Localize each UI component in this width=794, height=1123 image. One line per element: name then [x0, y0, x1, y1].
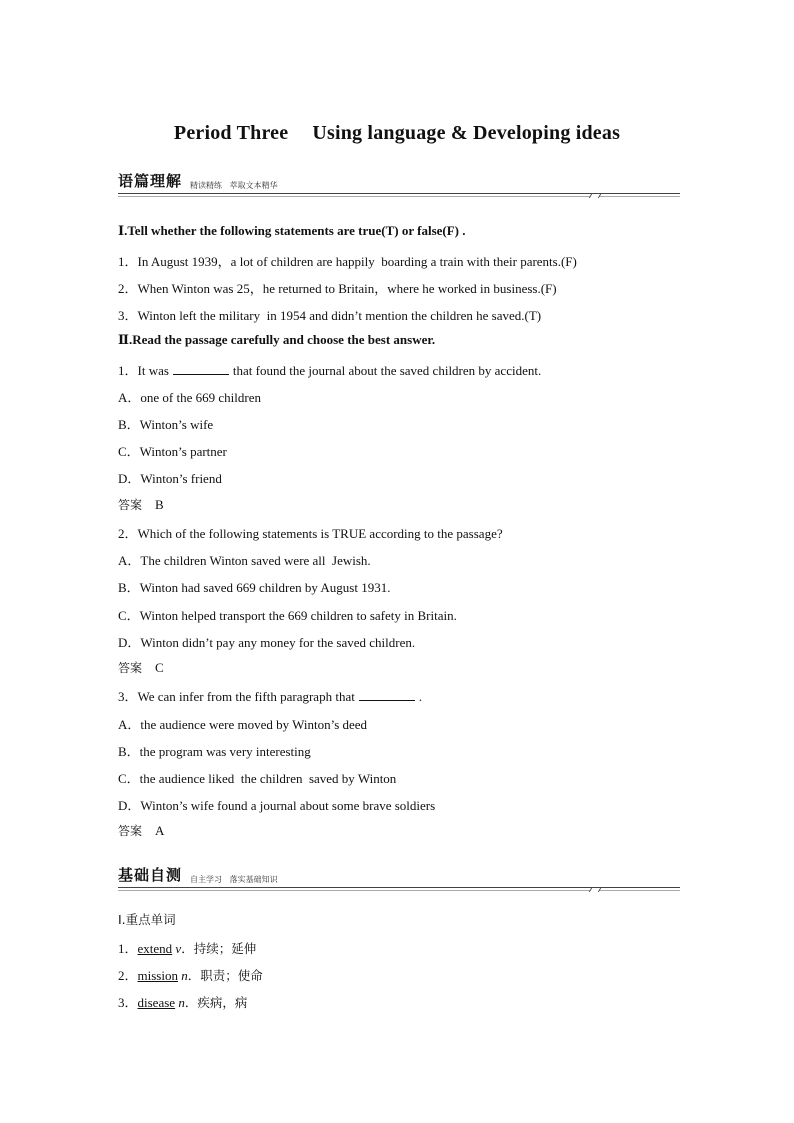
vocab-item-1: 1．extend v．持续；延伸 [118, 941, 257, 956]
divider-notch [589, 888, 601, 892]
q1-option-b: B．Winton’s wife [118, 417, 214, 432]
vocab-item-2: 2．mission n．职责；使命 [118, 968, 263, 983]
q2-option-a: A．The children Winton saved were all Jewish. [118, 553, 371, 568]
q1-option-c: C．Winton’s partner [118, 444, 227, 459]
section-title: 语篇理解 [118, 172, 183, 190]
part1-heading: Ⅰ.Tell whether the following statements are true(T) or false(F) . [118, 223, 466, 238]
q1-option-a: A．one of the 669 children [118, 390, 261, 405]
question-3: 3．We can infer from the fifth paragraph that . [118, 689, 423, 704]
statement-3: 3．Winton left the military in 1954 and didn’t mention the children he saved.(T) [118, 308, 542, 323]
section-header-reading [118, 172, 680, 194]
statement-2: 2．When Winton was 25，he returned to Britain，where he worked in business.(F) [118, 281, 557, 296]
section-title: 基础自测 [118, 866, 183, 884]
statement-1: 1．In August 1939，a lot of children are happily boarding a train with their parents.(F) [118, 254, 577, 269]
q1-answer: 答案 B [118, 497, 164, 512]
q2-answer: 答案 C [118, 660, 164, 675]
page-title [0, 122, 794, 145]
vocab-heading: Ⅰ.重点单词 [118, 912, 176, 927]
q2-option-d: D．Winton didn’t pay any money for the saved children. [118, 635, 416, 650]
title-topic: Using language & Developing ideas [312, 122, 621, 144]
q1-option-d: D．Winton’s friend [118, 471, 222, 486]
divider-notch [589, 194, 601, 198]
answer-blank [359, 689, 415, 701]
question-2: 2．Which of the following statements is TRUE according to the passage? [118, 526, 503, 541]
q3-option-d: D．Winton’s wife found a journal about some brave soldiers [118, 798, 436, 813]
q2-option-c: C．Winton helped transport the 669 children to safety in Britain. [118, 608, 457, 623]
section-header-basics [118, 866, 680, 888]
answer-blank [173, 363, 229, 375]
question-1: 1．It was that found the journal about the saved children by accident. [118, 363, 542, 378]
section-subtitle: 精读精练 萃取文本精华 [190, 181, 278, 190]
q2-option-b: B．Winton had saved 669 children by August 1931. [118, 580, 391, 595]
vocab-item-3: 3．disease n．疾病，病 [118, 995, 248, 1010]
q3-option-c: C．the audience liked the children saved by Winton [118, 771, 397, 786]
q3-option-a: A．the audience were moved by Winton’s deed [118, 717, 368, 732]
q3-answer: 答案 A [118, 823, 165, 838]
title-period: Period Three [173, 122, 289, 144]
part2-heading: Ⅱ.Read the passage carefully and choose the best answer. [118, 332, 436, 347]
q3-option-b: B．the program was very interesting [118, 744, 311, 759]
section-subtitle: 自主学习 落实基础知识 [190, 875, 278, 884]
